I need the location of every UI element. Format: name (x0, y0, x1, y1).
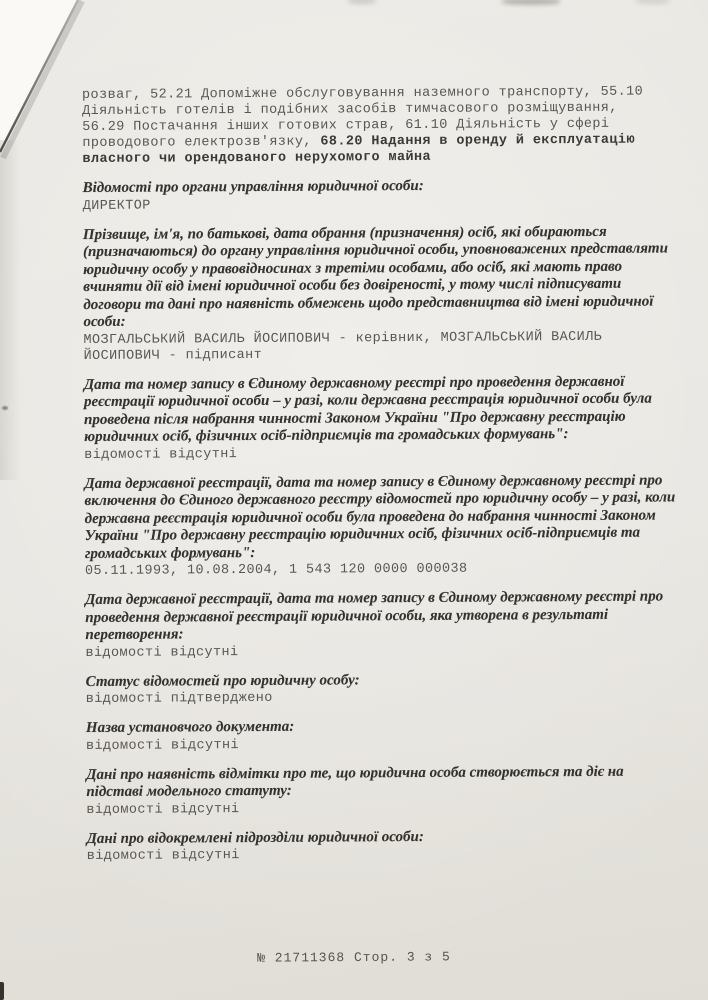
status-label: Статус відомостей про юридичну особу: (85, 671, 360, 690)
separate-divisions-label: Дані про відокремлені підрозділи юридичної особи: (86, 828, 424, 847)
section-record-transformation (85, 588, 705, 661)
page-number: № 21711368 Стор. 3 з 5 (257, 949, 451, 966)
record-transformation-label: Дата державної реєстрації, дата та номер запису в Єдиному державному реєстрі про проведення державної реєстрації юридичної особи, яка утворена в результаті перетворення: (85, 588, 664, 643)
management-label: Відомості про органи управління юридичної особи: (82, 177, 424, 196)
activities-continuation (82, 84, 702, 168)
activities-bold-text: 68.20 Надання в оренду й експлуатацію власного чи орендованого нерухомого майна (82, 132, 635, 167)
founding-document-label: Назва установчого документа: (85, 718, 295, 736)
record-transformation-value: відомості відсутні (85, 644, 239, 661)
page-edge-shadow (0, 140, 26, 480)
section-management (83, 176, 703, 214)
section-record-after-law (84, 373, 705, 464)
section-founding-document (86, 716, 706, 754)
section-representatives (83, 223, 704, 365)
record-before-law-label: Дата державної реєстрації, дата та номер запису в Єдиному державному реєстрі про включення до Єдиного державного реєстру відомостей про юридичну особу – у разі, коли державна реєстрація юридичної особи була проведена до набрання чинності Законом України "Про державну реєстрацію юридичних осіб, фізичних осіб-підприємців та громадських формувань": (84, 471, 676, 562)
status-value: відомості підтверджено (85, 690, 273, 707)
management-value: ДИРЕКТОР (82, 198, 151, 214)
document-body (82, 84, 707, 865)
scan-smudge (348, 0, 376, 4)
section-record-before-law (84, 472, 705, 580)
scan-speck (2, 406, 8, 410)
record-before-law-value: 05.11.1993, 10.08.2004, 1 543 120 0000 000038 (84, 561, 468, 579)
founding-document-value: відомості відсутні (85, 737, 240, 754)
section-model-statute (86, 763, 706, 819)
model-statute-value: відомості відсутні (86, 801, 240, 818)
page-footer (0, 948, 708, 968)
representatives-label: Прізвище, ім'я, по батькові, дата обрання (призначення) осіб, які обираються (призначаються) до органу управління юридичної особи, уповноважених представляти юридичну особу у правовідносинах з третіми особами, або осіб, які мають право вчиняти дії від імені юридичної особи без довіреності, у тому числі підписувати договори та дані про наявність обмежень щодо представництва від імені юридичної особи: (82, 223, 668, 330)
representatives-value: МОЗГАЛЬСЬКИЙ ВАСИЛЬ ЙОСИПОВИЧ - керівник, МОЗГАЛЬСЬКИЙ ВАСИЛЬ ЙОСИПОВИЧ - підписант (83, 329, 603, 364)
scan-artifact (0, 982, 4, 1000)
section-status (86, 670, 706, 708)
record-after-law-value: відомості відсутні (84, 446, 238, 463)
activities-normal-text: розваг, 52.21 Допоміжне обслуговування наземного транспорту, 55.10 Діяльність готелів і подібних засобів тимчасового розміщування, 56.29 Постачання інших готових страв, 61.10 Діяльність у сфері проводового електрозв'язку, (82, 84, 644, 151)
separate-divisions-value: відомості відсутні (86, 848, 240, 864)
record-after-law-label: Дата та номер запису в Єдиному державному реєстрі про проведення державної реєстрації юридичної особи – у разі, коли державна реєстрація юридичної особи була проведена після набрання чинності Законом України "Про державну реєстрацію юридичних осіб, фізичних осіб-підприємців та громадських формувань": (83, 373, 652, 445)
model-statute-label: Дані про наявність відмітки про те, що юридична особа створюється та діє на підставі модельного статуту: (86, 763, 624, 800)
section-separate-divisions (87, 827, 707, 865)
scan-smudge (636, 0, 670, 4)
scan-smudge (502, 0, 560, 5)
